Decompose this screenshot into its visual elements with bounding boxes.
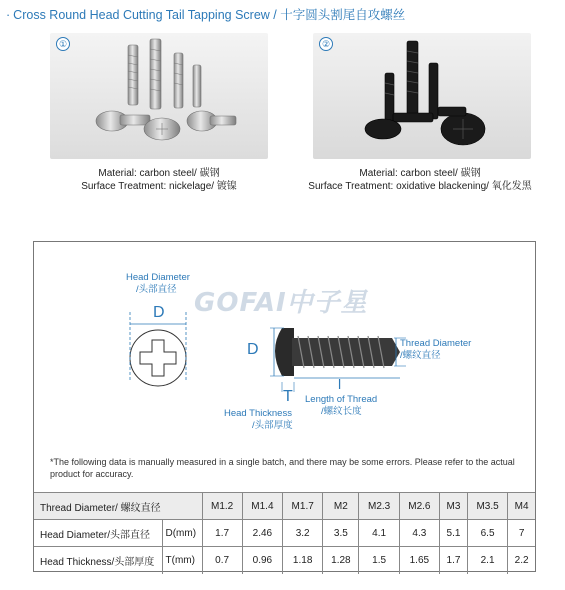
table-cell: 3.5 xyxy=(323,520,359,547)
header-cell: M2.6 xyxy=(399,493,439,520)
product-number-badge: ② xyxy=(319,37,333,51)
d-symbol-top: D xyxy=(153,304,165,321)
head-diameter-label: Head Diameter /头部直径 xyxy=(126,272,190,295)
product-photo-nickel xyxy=(50,33,268,159)
black-screws-image xyxy=(313,33,531,159)
header-label: Thread Diameter/ 螺纹直径 xyxy=(34,493,202,520)
nickel-screws-image xyxy=(50,33,268,159)
table-cell: 1.18 xyxy=(283,547,323,574)
spec-panel xyxy=(33,241,536,572)
table-cell: 5.1 xyxy=(440,520,468,547)
table-cell: 2.1 xyxy=(467,547,507,574)
table-cell: 2.46 xyxy=(242,520,282,547)
table-cell: 1.28 xyxy=(323,547,359,574)
header-cell: M1.2 xyxy=(202,493,242,520)
title-bullet: · xyxy=(6,8,11,22)
row-label: Head Thickness/头部厚度 xyxy=(34,547,162,574)
table-row-head-thickness xyxy=(34,547,535,574)
table-row-head-diameter xyxy=(34,520,535,547)
table-cell: 1.65 xyxy=(399,547,439,574)
table-cell: 1.7 xyxy=(202,520,242,547)
length-of-thread-label: Length of Thread /螺纹长度 xyxy=(305,394,378,417)
table-cell: 0.7 xyxy=(202,547,242,574)
page-title xyxy=(6,5,405,23)
brand-watermark: GOFAI中子星 xyxy=(194,288,368,318)
header-cell: M3 xyxy=(440,493,468,520)
head-thickness-label: Head Thickness /头部厚度 xyxy=(224,408,293,431)
table-cell: 2.2 xyxy=(508,547,535,574)
table-cell: 1.5 xyxy=(359,547,399,574)
table-cell: 0.96 xyxy=(242,547,282,574)
material-text: Material: carbon steel/ 碳钢 xyxy=(98,168,220,179)
l-symbol: l xyxy=(338,376,342,392)
table-cell: 4.3 xyxy=(399,520,439,547)
header-cell: M2 xyxy=(323,493,359,520)
row-label: Head Diameter/头部直径 xyxy=(34,520,162,547)
product-photo-black xyxy=(313,33,531,159)
title-text: Cross Round Head Cutting Tail Tapping Screw / 十字圆头割尾自攻螺丝 xyxy=(13,8,406,22)
table-cell: 3.2 xyxy=(283,520,323,547)
surface-treatment-text: Surface Treatment: nickelage/ 镀镍 xyxy=(81,181,237,192)
table-header-row xyxy=(34,493,535,520)
product-caption-black xyxy=(290,167,550,193)
surface-treatment-text: Surface Treatment: oxidative blackening/ 氧化发黑 xyxy=(308,181,532,192)
header-cell: M2.3 xyxy=(359,493,399,520)
header-cell: M1.4 xyxy=(242,493,282,520)
table-cell: 1.7 xyxy=(440,547,468,574)
header-cell: M3.5 xyxy=(467,493,507,520)
row-unit: T(mm) xyxy=(162,547,202,574)
measurement-note: *The following data is manually measured in a single batch, and there may be some errors. Please refer to the actual product for accuracy. xyxy=(50,457,515,479)
table-cell: 6.5 xyxy=(467,520,507,547)
header-cell: M1.7 xyxy=(283,493,323,520)
table-cell: 4.1 xyxy=(359,520,399,547)
product-number-badge: ① xyxy=(56,37,70,51)
header-cell: M4 xyxy=(508,493,535,520)
product-caption-nickel xyxy=(29,167,289,193)
row-unit: D(mm) xyxy=(162,520,202,547)
material-text: Material: carbon steel/ 碳钢 xyxy=(359,168,481,179)
t-symbol: T xyxy=(283,388,293,405)
screw-dimension-diagram xyxy=(34,242,537,452)
spec-table xyxy=(34,492,535,574)
table-cell: 7 xyxy=(508,520,535,547)
thread-diameter-label: Thread Diameter /螺纹直径 xyxy=(400,338,472,361)
d-symbol-side: D xyxy=(247,341,259,358)
